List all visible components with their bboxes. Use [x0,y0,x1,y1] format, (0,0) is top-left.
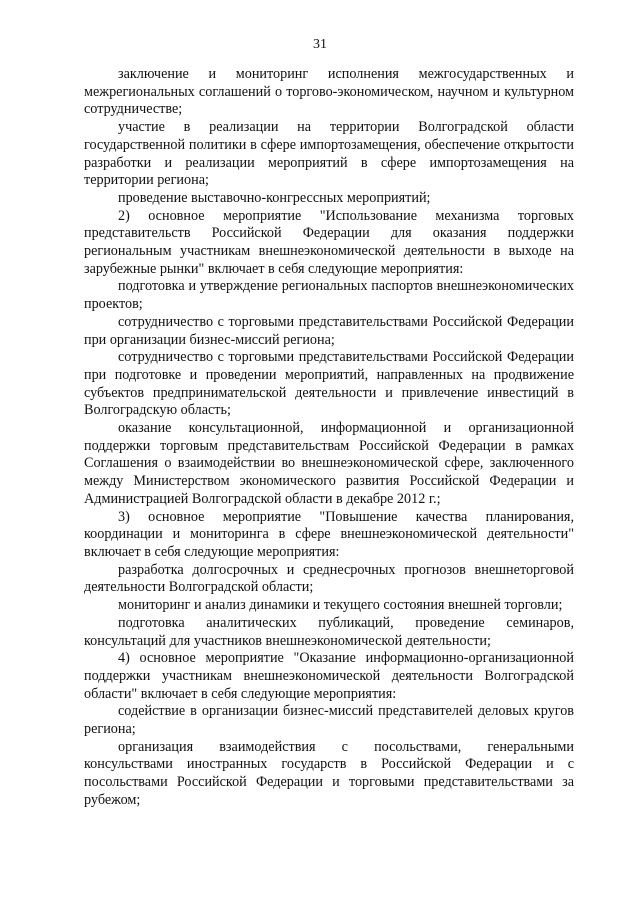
page-number: 31 [313,37,327,52]
paragraph: заключение и мониторинг исполнения межгосударственных и межрегиональных соглашений о торгово-экономическом, научном и культурном сотрудничестве; [84,66,574,118]
paragraph: мониторинг и анализ динамики и текущего состояния внешней торговли; [118,597,563,614]
paragraph: сотрудничество с торговыми представительствами Российской Федерации при организации бизнес-миссий региона; [84,313,574,348]
paragraph: проведение выставочно-конгрессных мероприятий; [118,189,431,206]
paragraph: содействие в организации бизнес-миссий представителей деловых кругов региона; [84,703,574,738]
paragraph: оказание консультационной, информационной и организационной поддержки торговым представительствам Российской Федерации в рамках Соглашения о взаимодействии во внешнеэкономической сфере, заключенного между Министерством экономического развития Российской Федерации и Администрацией Волгоградской области в декабре 2012 г.; [84,420,574,507]
paragraph: разработка долгосрочных и среднесрочных прогнозов внешнеторговой деятельности Волгоградской области; [84,561,574,596]
paragraph: организация взаимодействия с посольствами, генеральными консульствами иностранных государств в Российской Федерации и с посольствами Российской Федерации и торговыми представительствами за рубежом; [84,738,574,808]
paragraph: 2) основное мероприятие "Использование механизма торговых представительств Российской Федерации для оказания поддержки региональным участникам внешнеэкономической деятельности в выходе на зарубежные рынки" включает в себя следующие мероприятия: [84,207,574,277]
paragraph: подготовка аналитических публикаций, проведение семинаров, консультаций для участников внешнеэкономической деятельности; [84,614,574,649]
paragraph: участие в реализации на территории Волгоградской области государственной политики в сфере импортозамещения, обеспечение открытости разработки и реализации мероприятий в сфере импортозамещения на территории региона; [84,119,574,189]
paragraph: сотрудничество с торговыми представительствами Российской Федерации при подготовке и проведении мероприятий, направленных на продвижение субъектов предпринимательской деятельности и привлечение инвестиций в Волгоградскую область; [84,349,574,419]
paragraph: 3) основное мероприятие "Повышение качества планирования, координации и мониторинга в сфере внешнеэкономической деятельности" включает в себя следующие мероприятия: [84,508,574,560]
paragraph: подготовка и утверждение региональных паспортов внешнеэкономических проектов; [84,278,574,313]
document-body [84,66,574,810]
paragraph: 4) основное мероприятие "Оказание информационно-организационной поддержки участникам внешнеэкономической деятельности Волгоградской области" включает в себя следующие мероприятия: [84,650,574,702]
